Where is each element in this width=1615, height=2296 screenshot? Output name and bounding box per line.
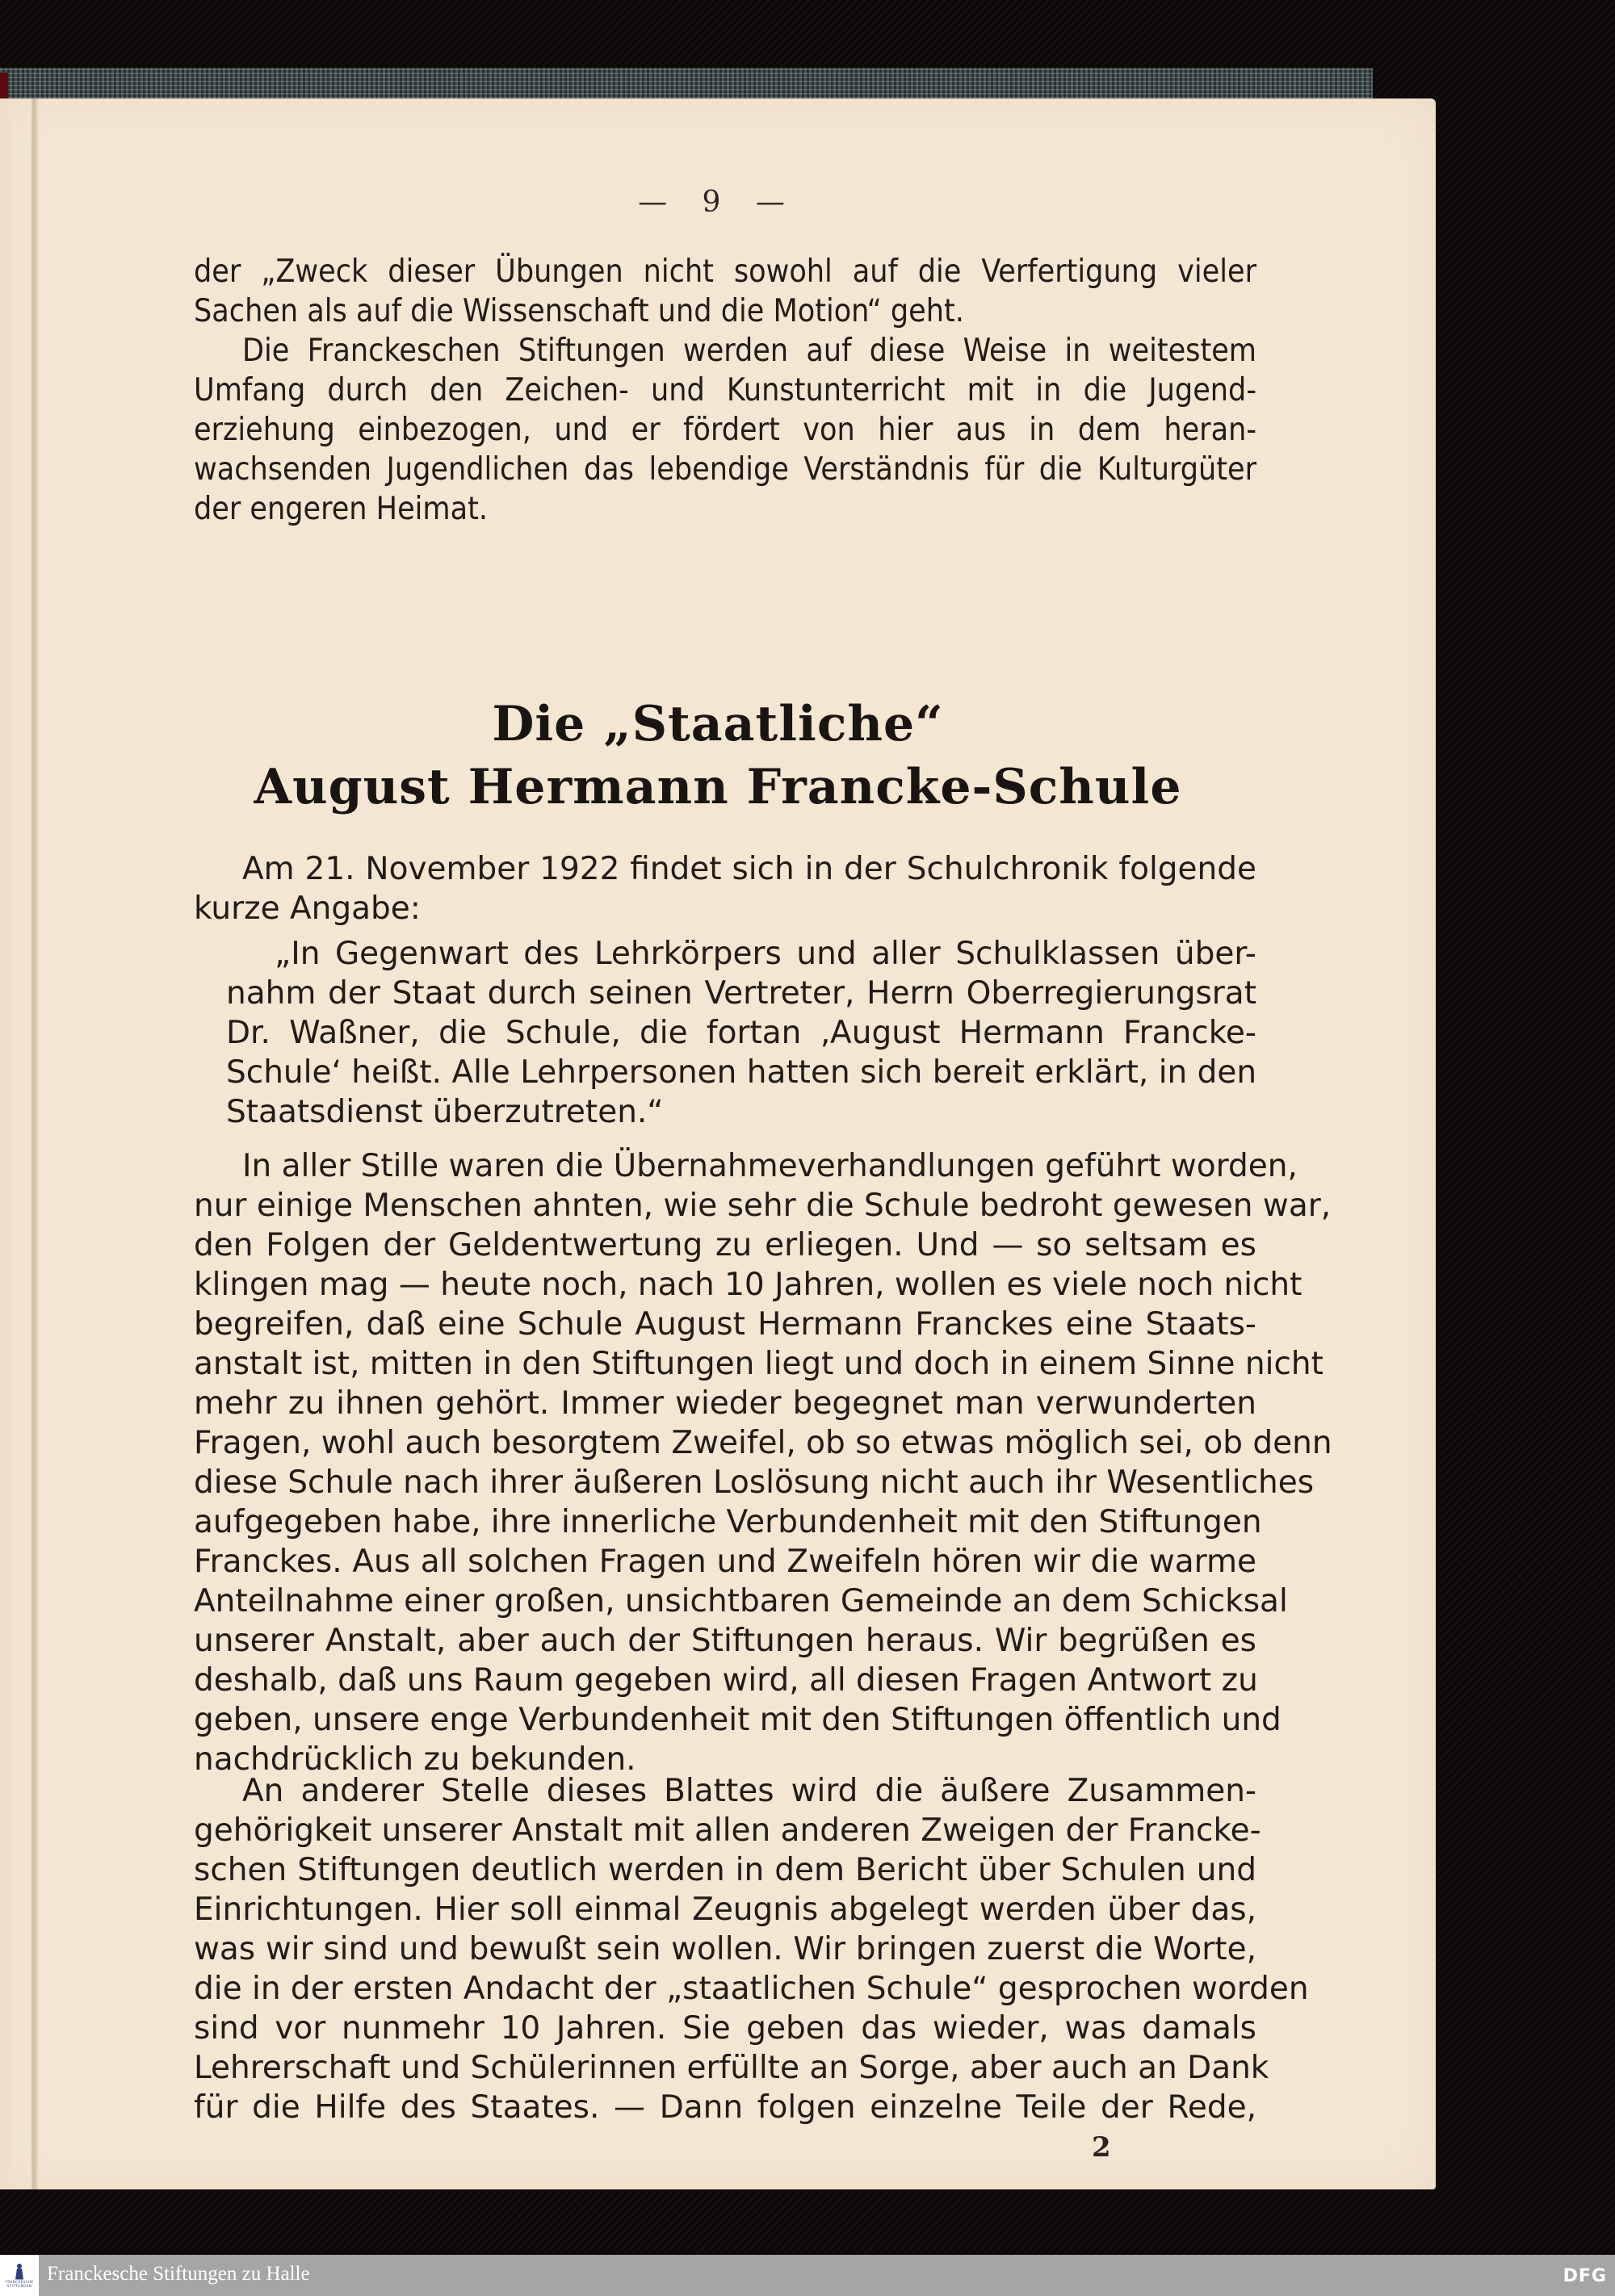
- text-line: klingen mag — heute noch, nach 10 Jahren, wollen es viele noch nicht: [194, 1267, 1302, 1303]
- text-line: für die Hilfe des Staates. — Dann folgen einzelne Teile der Rede,: [194, 2089, 1256, 2126]
- text-line: Dr. Waßner, die Schule, die fortan ‚August Hermann Francke-: [226, 1015, 1256, 1051]
- text-line: diese Schule nach ihrer äußeren Loslösung nicht auch ihr Wesentliches: [194, 1464, 1315, 1501]
- signature-mark: 2: [1092, 2131, 1111, 2164]
- text-line: geben, unsere enge Verbundenheit mit den Stiftungen öffentlich und: [194, 1702, 1282, 1738]
- dfg-logo[interactable]: DFG: [1563, 2266, 1607, 2286]
- text-line: „In Gegenwart des Lehrkörpers und aller Schulklassen über-: [275, 936, 1256, 972]
- text-line: begreifen, daß eine Schule August Hermann Franckes eine Staats-: [194, 1306, 1256, 1343]
- section-heading-line-2: August Hermann Francke-Schule: [254, 759, 1182, 815]
- institution-logo[interactable]: [0, 2255, 39, 2296]
- viewer-footer-bar: [0, 2255, 1615, 2296]
- text-line: Anteilnahme einer großen, unsichtbaren Gemeinde an dem Schicksal: [194, 1583, 1288, 1619]
- body-paragraph-takeover: [194, 1146, 1332, 1779]
- text-line: nachdrücklich zu bekunden.: [194, 1741, 636, 1778]
- text-line: Schule‘ heißt. Alle Lehrpersonen hatten sich bereit erklärt, in den: [226, 1054, 1257, 1091]
- franckesche-stiftungen-logo-icon: [15, 2264, 24, 2280]
- text-line: deshalb, daß uns Raum gegeben wird, all diesen Fragen Antwort zu: [194, 1662, 1258, 1699]
- book-headband: [0, 68, 1373, 98]
- facing-page-edge: [0, 98, 11, 2189]
- text-line: aufgegeben habe, ihre innerliche Verbundenheit mit den Stiftungen: [194, 1504, 1262, 1540]
- red-bookmark-edge: [0, 73, 8, 100]
- text-line: Staatsdienst überzutreten.“: [226, 1094, 664, 1130]
- logo-caption-1: FRANCKESCHE: [5, 2279, 34, 2284]
- text-line: An anderer Stelle dieses Blattes wird die äußere Zusammen-: [242, 1773, 1256, 1809]
- text-line: schen Stiftungen deutlich werden in dem Bericht über Schulen und: [194, 1852, 1256, 1888]
- page-gutter: [31, 98, 39, 2189]
- paragraph-continuation: [194, 252, 1256, 529]
- text-line: Fragen, wohl auch besorgtem Zweifel, ob so etwas möglich sei, ob denn: [194, 1425, 1332, 1461]
- text-line: nahm der Staat durch seinen Vertreter, Herrn Oberregierungsrat: [226, 975, 1256, 1012]
- text-line: Umfang durch den Zeichen- und Kunstunterricht mit in die Jugend-: [194, 372, 1256, 409]
- logo-caption-2: STIFTUNGEN: [6, 2283, 32, 2288]
- text-line: Sachen als auf die Wissenschaft und die Motion“ geht.: [194, 293, 964, 329]
- text-line: mehr zu ihnen gehört. Immer wieder begegnet man verwunderten: [194, 1385, 1256, 1422]
- text-line: Die Franckeschen Stiftungen werden auf diese Weise in weitestem: [242, 333, 1256, 369]
- text-line: kurze Angabe:: [194, 890, 421, 927]
- text-line: nur einige Menschen ahnten, wie sehr die Schule bedroht gewesen war,: [194, 1188, 1332, 1224]
- text-line: was wir sind und bewußt sein wollen. Wir bringen zuerst die Worte,: [194, 1931, 1256, 1967]
- text-line: In aller Stille waren die Übernahmeverhandlungen geführt worden,: [242, 1148, 1298, 1184]
- text-line: Einrichtungen. Hier soll einmal Zeugnis abgelegt werden über das,: [194, 1892, 1256, 1928]
- text-line: Franckes. Aus all solchen Fragen und Zweifeln hören wir die warme: [194, 1544, 1256, 1580]
- text-line: der engeren Heimat.: [194, 491, 488, 527]
- text-line: unserer Anstalt, aber auch der Stiftungen heraus. Wir begrüßen es: [194, 1623, 1256, 1659]
- text-line: wachsenden Jugendlichen das lebendige Verständnis für die Kulturgüter: [194, 451, 1256, 488]
- text-line: anstalt ist, mitten in den Stiftungen liegt und doch in einem Sinne nicht: [194, 1346, 1323, 1382]
- chronicle-quote: [226, 934, 1256, 1132]
- body-paragraph-testimony: [194, 1771, 1309, 2127]
- text-line: sind vor nunmehr 10 Jahren. Sie geben das wieder, was damals: [194, 2010, 1256, 2047]
- text-line: Am 21. November 1922 findet sich in der Schulchronik folgende: [242, 851, 1256, 887]
- text-line: der „Zweck dieser Übungen nicht sowohl auf die Verfertigung vieler: [194, 253, 1256, 290]
- institution-name-link[interactable]: Franckesche Stiftungen zu Halle: [47, 2263, 310, 2285]
- text-line: Lehrerschaft und Schülerinnen erfüllte an Sorge, aber auch an Dank: [194, 2050, 1269, 2086]
- text-line: die in der ersten Andacht der „staatlichen Schule“ gesprochen worden: [194, 1971, 1309, 2007]
- text-line: erziehung einbezogen, und er fördert von hier aus in dem heran-: [194, 412, 1256, 448]
- text-line: gehörigkeit unserer Anstalt mit allen anderen Zweigen der Francke-: [194, 1812, 1261, 1849]
- page-number: — 9 —: [638, 186, 798, 219]
- text-line: den Folgen der Geldentwertung zu erliegen. Und — so seltsam es: [194, 1227, 1256, 1263]
- intro-paragraph: [194, 849, 1256, 928]
- section-heading-line-1: Die „Staatliche“: [492, 696, 944, 752]
- scanned-page: [0, 98, 1436, 2189]
